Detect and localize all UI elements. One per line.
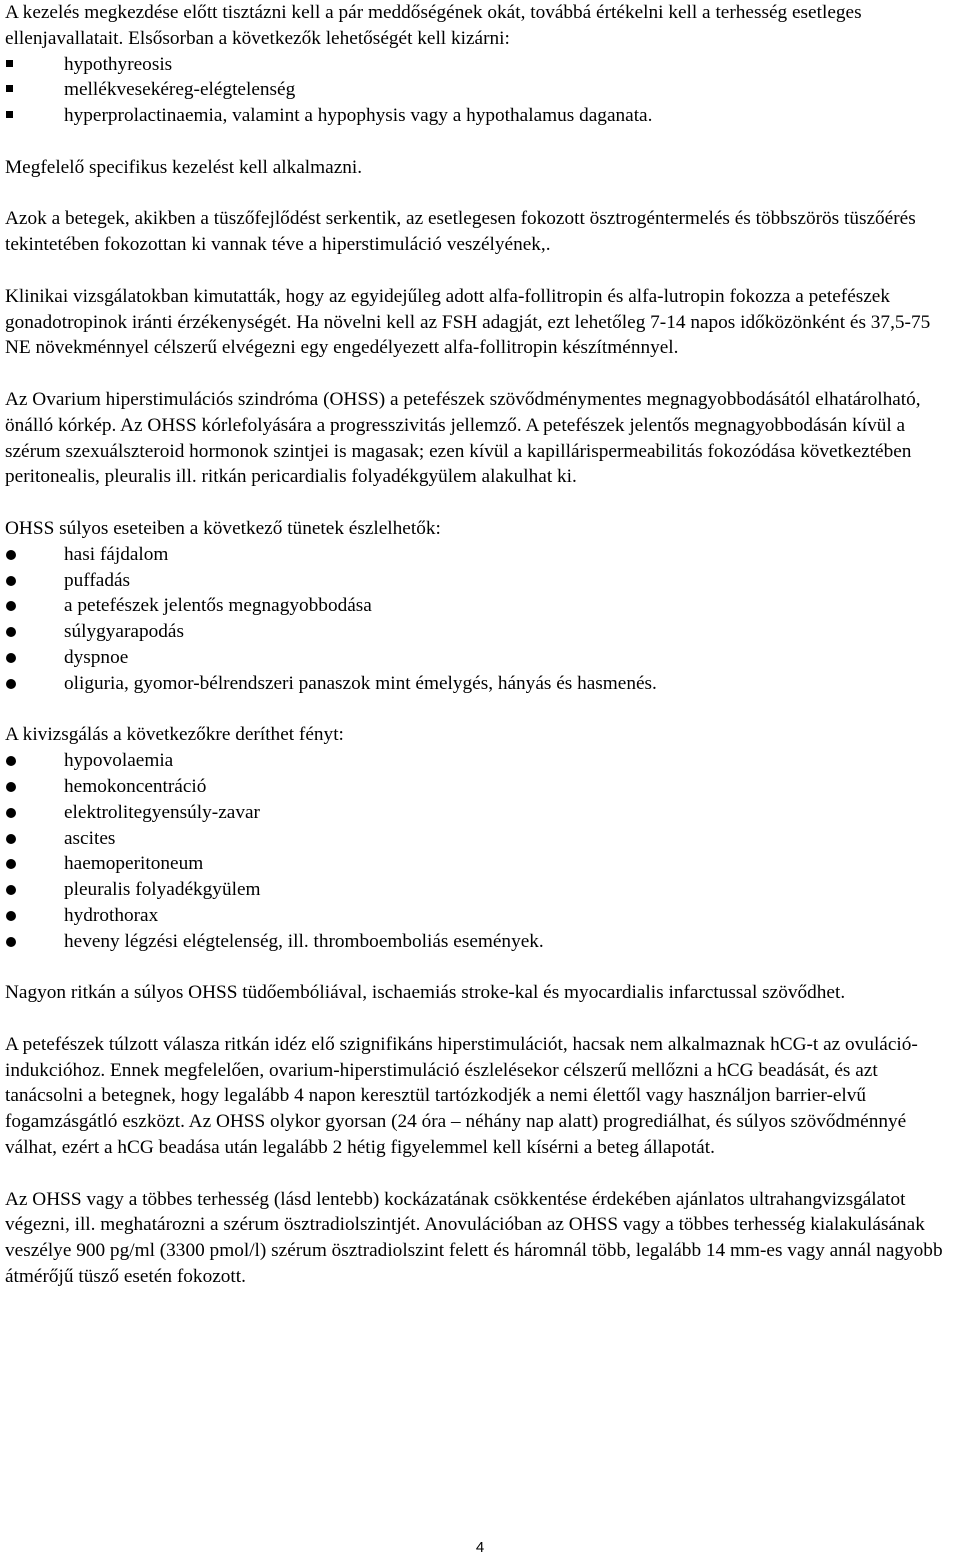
list-item: mellékvesekéreg-elégtelenség [5,77,955,103]
list-item: hydrothorax [5,903,955,929]
hcg-paragraph: A petefészek túlzott válasza ritkán idéz elő szignifikáns hiperstimulációt, hacsak nem alkalmaznak hCG-t az ovuláció-indukcióhoz. Ennek megfelelően, ovarium-hiperstimuláció észlelésekor célszerű mellőzni a hCG beadását, és azt tanácsolni a betegnek, hogy legalább 4 napon keresztül tartózkodjék a nemi élettől vagy használjon barrier-elvű fogamzásgátló eszközt. Az OHSS olykor gyorsan (24 óra – néhány nap alatt) progrediálhat, és súlyos szövődménnyé válhat, ezért a hCG beadása után legalább 2 hétig figyelemmel kell kísérni a beteg állapotát. [5,1033,918,1159]
exam-findings-list [5,748,955,954]
symptoms-intro: OHSS súlyos eseteiben a következő tünetek észlelhetők: [5,517,441,539]
list-item: hypovolaemia [5,748,955,774]
list-item: oliguria, gyomor-bélrendszeri panaszok mint émelygés, hányás és hasmenés. [5,671,955,697]
symptoms-list [5,542,955,697]
specific-treatment-paragraph: Megfelelő specifikus kezelést kell alkalmazni. [5,156,363,178]
list-item: hasi fájdalom [5,542,955,568]
rare-complications-paragraph: Nagyon ritkán a súlyos OHSS tüdőembóliával, ischaemiás stroke-kal és myocardialis infarctussal szövődhet. [5,982,846,1004]
clinical-paragraph: Klinikai vizsgálatokban kimutatták, hogy az egyidejűleg adott alfa-follitropin és alfa-lutropin fokozza a petefészek gonadotropinok iránti érzékenységét. Ha növelni kell az FSH adagját, ezt lehetőleg 7-14 napos időközönként és 37,5-75 NE növekménnyel célszerű elvégezni egy engedélyezett alfa-follitropin készítménnyel. [5,285,931,359]
list-item: a petefészek jelentős megnagyobbodása [5,593,955,619]
exclusion-list [5,52,955,129]
list-item: súlygyarapodás [5,619,955,645]
follicle-paragraph: Azok a betegek, akikben a tüszőfejlődést serkentik, az esetlegesen fokozott ösztrogéntermelés és többszörös tüszőérés tekintetében fokozottan ki vannak téve a hiperstimuláció veszélyének,. [5,208,916,256]
intro-paragraph: A kezelés megkezdése előtt tisztázni kell a pár meddőségének okát, továbbá értékelni kell a terhesség esetleges ellenjavallatait. Elsősorban a következők lehetőségét kell kizárni: [5,2,862,49]
list-item: elektrolitegyensúly-zavar [5,800,955,826]
document-page [5,0,955,1290]
exam-intro: A kivizsgálás a következőkre deríthet fényt: [5,724,344,746]
list-item: heveny légzési elégtelenség, ill. thromboemboliás események. [5,929,955,955]
ultrasound-paragraph: Az OHSS vagy a többes terhesség (lásd lentebb) kockázatának csökkentése érdekében ajánlatos ultrahangvizsgálatot végezni, ill. meghatározni a szérum ösztradiolszintjét. Anovulációban az OHSS vagy a többes terhesség kialakulásának veszélye 900 pg/ml (3300 pmol/l) szérum ösztradiolszint felett és háromnál több, legalább 14 mm-es vagy annál nagyobb átmérőjű tüsző esetén fokozott. [5,1188,943,1288]
page-number: 4 [475,1539,485,1556]
list-item: hyperprolactinaemia, valamint a hypophysis vagy a hypothalamus daganata. [5,103,955,129]
ohss-paragraph: Az Ovarium hiperstimulációs szindróma (OHSS) a petefészek szövődménymentes megnagyobbodásától elhatárolható, önálló kórkép. Az OHSS kórlefolyására a progresszivitás jellemző. A petefészek jelentős megnagyobbodásán kívül a szérum szexuálszteroid hormonok szintjei is magasak; ezen kívül a kapillárispermeabilitás fokozódása következtében peritonealis, pleuralis ill. ritkán pericardialis folyadékgyülem alakulhat ki. [5,388,921,488]
list-item: puffadás [5,568,955,594]
list-item: dyspnoe [5,645,955,671]
list-item: ascites [5,826,955,852]
list-item: haemoperitoneum [5,851,955,877]
list-item: hypothyreosis [5,52,955,78]
list-item: hemokoncentráció [5,774,955,800]
list-item: pleuralis folyadékgyülem [5,877,955,903]
